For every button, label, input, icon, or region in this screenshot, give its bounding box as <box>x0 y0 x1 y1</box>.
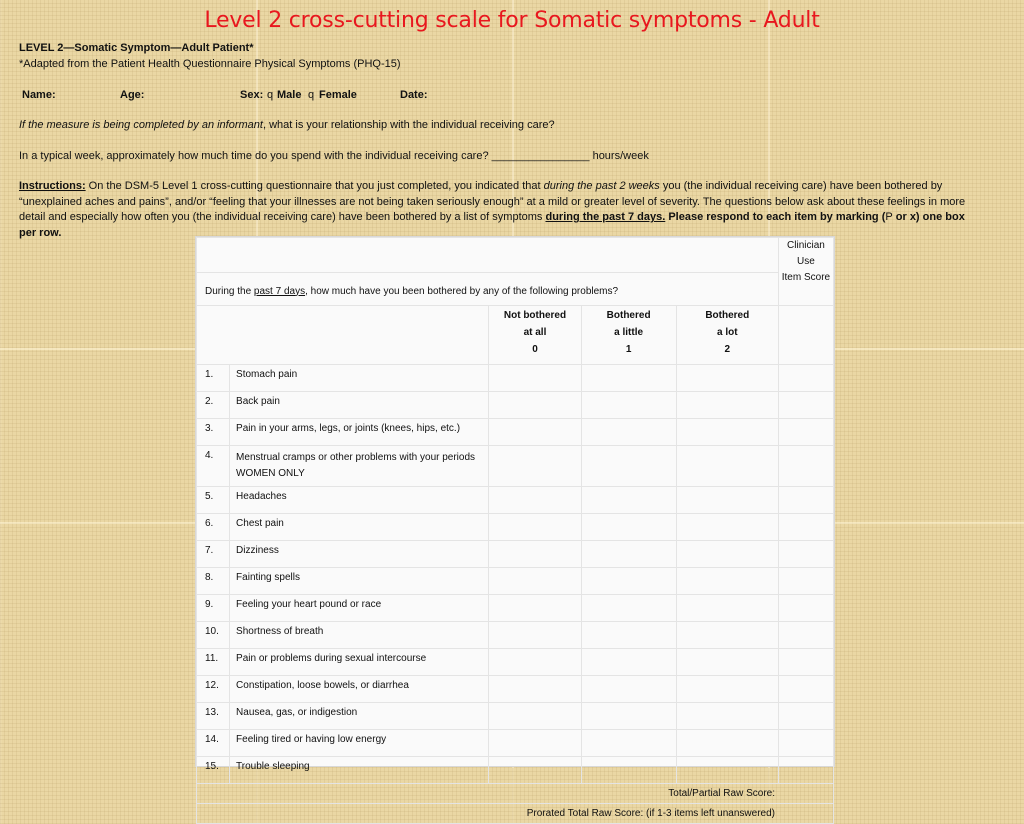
adapted-note: *Adapted from the Patient Health Questionnaire Physical Symptoms (PHQ-15) <box>19 58 401 70</box>
symptom-table-sheet <box>195 236 835 819</box>
item-score-cell[interactable] <box>778 676 833 703</box>
response-not-bothered[interactable] <box>489 487 581 514</box>
table-row <box>197 392 834 419</box>
clinician-use-label: Clinician Use <box>787 240 825 267</box>
column-header-spacer <box>197 306 489 365</box>
response-not-bothered[interactable] <box>489 365 581 392</box>
item-text: Trouble sleeping <box>230 757 489 784</box>
response-bothered-little[interactable] <box>581 595 676 622</box>
item-text: Headaches <box>230 487 489 514</box>
page-title: Level 2 cross-cutting scale for Somatic symptoms - Adult <box>204 8 820 33</box>
symptom-table <box>196 237 834 824</box>
response-not-bothered[interactable] <box>489 568 581 595</box>
item-number: 4. <box>197 446 230 487</box>
table-row <box>197 419 834 446</box>
response-not-bothered[interactable] <box>489 419 581 446</box>
response-bothered-little[interactable] <box>581 649 676 676</box>
item-text: Nausea, gas, or indigestion <box>230 703 489 730</box>
column-label: at all <box>523 327 547 338</box>
response-bothered-lot[interactable] <box>676 595 778 622</box>
response-bothered-little[interactable] <box>581 365 676 392</box>
name-label: Name: <box>22 89 56 101</box>
table-row <box>197 568 834 595</box>
item-text: Stomach pain <box>230 365 489 392</box>
response-bothered-lot[interactable] <box>676 514 778 541</box>
response-not-bothered[interactable] <box>489 595 581 622</box>
informant-rest: , what is your relationship with the individual receiving care? <box>262 119 555 131</box>
instructions-text: you (the individual receiving care) have been bothered by “unexplained aches and pains”, and/or “feeling that your illnesses are not being taken seriously enough” at a mild or greater level of severity. The questions below ask about these feelings in more detail and especially how often you (the individual receiving care) have been bothered by a list of symptoms <box>19 180 966 223</box>
response-bothered-lot[interactable] <box>676 568 778 595</box>
instructions-emphasis: during the past 7 days. <box>545 211 666 223</box>
typical-week-question: In a typical week, approximately how much time do you spend with the individual receiving care? ________________ hours/week <box>19 150 649 162</box>
item-text: Pain in your arms, legs, or joints (knees, hips, etc.) <box>230 419 489 446</box>
item-number: 6. <box>197 514 230 541</box>
item-text: Feeling your heart pound or race <box>230 595 489 622</box>
response-bothered-little[interactable] <box>581 568 676 595</box>
table-row <box>197 730 834 757</box>
item-score-cell[interactable] <box>778 757 833 784</box>
table-row <box>197 365 834 392</box>
column-label: Not bothered <box>503 310 567 321</box>
item-score-label: Item Score <box>781 272 831 283</box>
item-number: 1. <box>197 365 230 392</box>
table-row <box>197 703 834 730</box>
item-text: Back pain <box>230 392 489 419</box>
response-bothered-lot[interactable] <box>676 365 778 392</box>
question-text: During the <box>205 285 254 297</box>
item-score-cell[interactable] <box>778 541 833 568</box>
response-not-bothered[interactable] <box>489 649 581 676</box>
response-bothered-little[interactable] <box>581 703 676 730</box>
item-number: 8. <box>197 568 230 595</box>
column-label: Bothered <box>606 310 651 321</box>
item-text: Shortness of breath <box>230 622 489 649</box>
response-not-bothered[interactable] <box>489 676 581 703</box>
response-not-bothered[interactable] <box>489 757 581 784</box>
response-bothered-lot[interactable] <box>676 541 778 568</box>
response-bothered-lot[interactable] <box>676 622 778 649</box>
response-not-bothered[interactable] <box>489 541 581 568</box>
item-score-cell[interactable] <box>778 446 833 487</box>
response-bothered-lot[interactable] <box>676 703 778 730</box>
clinician-use-header <box>778 238 833 306</box>
table-row <box>197 514 834 541</box>
response-not-bothered[interactable] <box>489 446 581 487</box>
date-label: Date: <box>400 89 428 101</box>
item-number: 15. <box>197 757 230 784</box>
response-bothered-little[interactable] <box>581 622 676 649</box>
item-number: 12. <box>197 676 230 703</box>
item-text: Menstrual cramps or other problems with your periods WOMEN ONLY <box>230 446 489 487</box>
instructions-bold: Please respond to each item by marking ( <box>665 211 886 223</box>
instructions-label: Instructions: <box>19 180 86 192</box>
response-bothered-little[interactable] <box>581 676 676 703</box>
response-bothered-lot[interactable] <box>676 676 778 703</box>
item-number: 11. <box>197 649 230 676</box>
informant-italic: If the measure is being completed by an informant <box>19 119 263 131</box>
question-prompt <box>197 273 779 306</box>
response-bothered-little[interactable] <box>581 757 676 784</box>
male-checkbox[interactable]: q <box>267 89 274 101</box>
female-label: Female <box>319 89 357 101</box>
clinician-spacer <box>778 306 833 365</box>
item-number: 10. <box>197 622 230 649</box>
item-score-cell[interactable] <box>778 595 833 622</box>
item-text: Dizziness <box>230 541 489 568</box>
response-bothered-little[interactable] <box>581 392 676 419</box>
item-text: Constipation, loose bowels, or diarrhea <box>230 676 489 703</box>
response-bothered-little[interactable] <box>581 730 676 757</box>
item-text: Chest pain <box>230 514 489 541</box>
instructions-italic: during the past 2 weeks <box>543 180 660 192</box>
response-bothered-little[interactable] <box>581 514 676 541</box>
column-label: Bothered <box>705 310 750 321</box>
instructions <box>19 179 969 241</box>
table-row <box>197 676 834 703</box>
prorated-total-score: Prorated Total Raw Score: (if 1-3 items left unanswered) <box>197 804 834 824</box>
response-bothered-little[interactable] <box>581 487 676 514</box>
item-number: 13. <box>197 703 230 730</box>
response-bothered-lot[interactable] <box>676 730 778 757</box>
male-label: Male <box>277 89 302 101</box>
response-bothered-little[interactable] <box>581 446 676 487</box>
table-row <box>197 622 834 649</box>
response-not-bothered[interactable] <box>489 622 581 649</box>
item-text: Fainting spells <box>230 568 489 595</box>
item-number: 2. <box>197 392 230 419</box>
female-checkbox[interactable]: q <box>308 89 315 101</box>
item-score-cell[interactable] <box>778 365 833 392</box>
table-row <box>197 757 834 784</box>
response-bothered-little[interactable] <box>581 541 676 568</box>
column-header-not-bothered <box>489 306 581 365</box>
column-label: a little <box>614 327 644 338</box>
table-row <box>197 649 834 676</box>
response-not-bothered[interactable] <box>489 514 581 541</box>
item-score-cell[interactable] <box>778 419 833 446</box>
response-bothered-little[interactable] <box>581 419 676 446</box>
column-label: a lot <box>716 327 738 338</box>
item-score-cell[interactable] <box>778 622 833 649</box>
response-bothered-lot[interactable] <box>676 446 778 487</box>
instructions-text: On the DSM-5 Level 1 cross-cutting questionnaire that you just completed, you indicated that <box>85 180 544 192</box>
response-bothered-lot[interactable] <box>676 487 778 514</box>
check-glyph: P <box>885 211 893 223</box>
response-bothered-lot[interactable] <box>676 419 778 446</box>
table-row <box>197 487 834 514</box>
informant-question <box>19 119 555 131</box>
item-score-cell[interactable] <box>778 568 833 595</box>
question-text: , how much have you been bothered by any of the following problems? <box>305 285 619 297</box>
age-label: Age: <box>120 89 145 101</box>
response-bothered-lot[interactable] <box>676 649 778 676</box>
question-emphasis: past 7 days <box>253 285 306 297</box>
table-row <box>197 541 834 568</box>
item-number: 3. <box>197 419 230 446</box>
item-score-cell[interactable] <box>778 487 833 514</box>
column-score: 1 <box>625 344 632 355</box>
item-text: Feeling tired or having low energy <box>230 730 489 757</box>
item-score-cell[interactable] <box>778 703 833 730</box>
header-spacer <box>197 238 779 273</box>
response-not-bothered[interactable] <box>489 392 581 419</box>
sex-label: Sex: <box>240 89 264 101</box>
column-header-bothered-little <box>581 306 676 365</box>
item-number: 5. <box>197 487 230 514</box>
item-score-cell[interactable] <box>778 649 833 676</box>
item-number: 7. <box>197 541 230 568</box>
column-header-bothered-lot <box>676 306 778 365</box>
column-score: 0 <box>532 344 538 355</box>
item-score-cell[interactable] <box>778 730 833 757</box>
response-bothered-lot[interactable] <box>676 757 778 784</box>
response-not-bothered[interactable] <box>489 730 581 757</box>
item-text: Pain or problems during sexual intercourse <box>230 649 489 676</box>
table-row <box>197 446 834 487</box>
response-not-bothered[interactable] <box>489 703 581 730</box>
item-score-cell[interactable] <box>778 514 833 541</box>
response-bothered-lot[interactable] <box>676 392 778 419</box>
column-score: 2 <box>724 344 731 355</box>
table-row <box>197 595 834 622</box>
level-heading: LEVEL 2—Somatic Symptom—Adult Patient* <box>19 42 254 54</box>
item-score-cell[interactable] <box>778 392 833 419</box>
item-number: 14. <box>197 730 230 757</box>
item-number: 9. <box>197 595 230 622</box>
total-raw-score: Total/Partial Raw Score: <box>197 784 834 804</box>
instructions-bold: or x) one box per row. <box>19 211 965 239</box>
